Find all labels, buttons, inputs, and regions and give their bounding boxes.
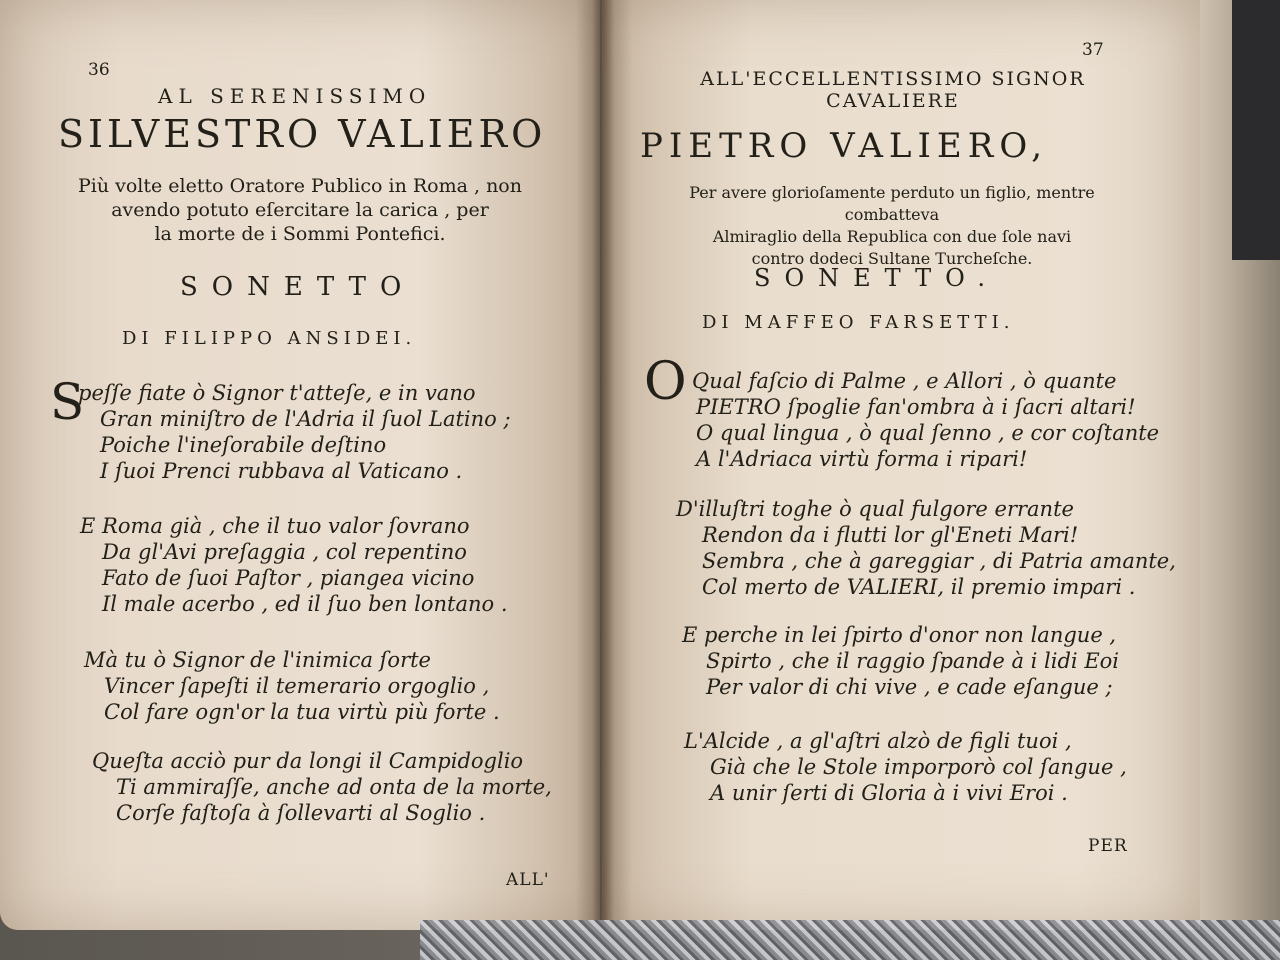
verse-line: A unir ſerti di Gloria à i vivi Eroi . <box>710 781 1068 805</box>
stanza <box>692 368 1159 472</box>
stanza <box>84 647 500 725</box>
dedication-line: ALL'ECCELLENTISSIMO SIGNOR <box>700 68 1086 90</box>
drop-cap: S <box>50 373 85 431</box>
dedication <box>688 68 1098 112</box>
page-number: 37 <box>1082 40 1104 60</box>
catchword: PER <box>1088 836 1128 856</box>
verse-line: Ti ammiraſſe, anche ad onta de la morte, <box>116 775 552 799</box>
dedicatee-name: PIETRO VALIERO, <box>640 126 1049 166</box>
subtitle-line: Almiraglio della Republica con due ſole navi <box>712 227 1072 246</box>
verse-line: Queſta acciò pur da longi il Campidoglio <box>92 749 524 773</box>
verse-line: A l'Adriaca virtù forma i ripari! <box>696 447 1028 471</box>
verse-line: Da gl'Avi preſaggia , col repentino <box>102 540 467 564</box>
verse-line: Spirto , che il raggio ſpande à i lidi Eoi <box>706 649 1120 673</box>
dedication: AL SERENISSIMO <box>158 84 432 108</box>
verse-line: L'Alcide , a gl'aſtri alzò de figli tuoi , <box>684 729 1072 753</box>
catchword: ALL' <box>506 870 550 890</box>
verse-line: I ſuoi Prenci rubbava al Vaticano . <box>100 459 463 483</box>
verse-line: Il male acerbo , ed il ſuo ben lontano . <box>102 592 508 616</box>
stanza <box>80 513 508 617</box>
stanza <box>676 496 1176 600</box>
heading: SONETTO <box>180 272 416 302</box>
verse-line: peſſe fiate ò Signor t'atteſe, e in vano <box>78 381 476 405</box>
author: DI MAFFEO FARSETTI. <box>702 312 1015 333</box>
verse-line: Gran miniſtro de l'Adria il ſuol Latino ; <box>100 407 511 431</box>
subtitle-line: Più volte eletto Oratore Publico in Roma , non <box>78 175 522 197</box>
subtitle <box>60 174 540 246</box>
verse-line: O qual lingua , ò qual ſenno , e cor coſtante <box>696 421 1160 445</box>
dedication-line: CAVALIERE <box>826 90 960 112</box>
subtitle-line: Per avere glorioſamente perduto un figlio, mentre combatteva <box>689 183 1095 224</box>
verse-line: Fato de ſuoi Paſtor , piangea vicino <box>102 566 475 590</box>
background-corner <box>1232 0 1280 260</box>
verse-line: E perche in lei ſpirto d'onor non langue , <box>682 623 1117 647</box>
right-page <box>602 0 1200 930</box>
stanza <box>684 728 1127 806</box>
book-gutter <box>592 0 614 930</box>
verse-line: Vincer ſapeſti il temerario orgoglio , <box>104 674 490 698</box>
verse-line: D'illuſtri toghe ò qual fulgore errante <box>676 497 1074 521</box>
stanza <box>92 748 552 826</box>
verse-line: Sembra , che à gareggiar , di Patria amante, <box>702 549 1176 573</box>
verse-line: Rendon da i flutti lor gl'Eneti Mari! <box>702 523 1079 547</box>
stanza <box>682 622 1119 700</box>
verse-line: Mà tu ò Signor de l'inimica ſorte <box>84 648 431 672</box>
verse-line: PIETRO ſpoglie fan'ombra à i ſacri altari! <box>696 395 1136 419</box>
heading: SONETTO. <box>754 264 999 292</box>
verse-line: Qual faſcio di Palme , e Allori , ò quante <box>692 369 1117 393</box>
page-number: 36 <box>88 60 110 80</box>
dedicatee-name: SILVESTRO VALIERO <box>58 112 547 156</box>
subtitle <box>642 182 1142 270</box>
author: DI FILIPPO ANSIDEI. <box>122 328 417 349</box>
subtitle-line: la morte de i Sommi Pontefici. <box>154 223 446 245</box>
verse-line: Col merto de VALIERI, il premio impari . <box>702 575 1136 599</box>
subtitle-line: avendo potuto eſercitare la carica , per <box>111 199 489 221</box>
drop-cap: O <box>644 352 687 412</box>
verse-line: Corſe faſtoſa à ſollevarti al Soglio . <box>116 801 486 825</box>
subtitle-line: contro dodeci Sultane Turcheſche. <box>751 249 1033 268</box>
cloth-foreground <box>420 920 1280 960</box>
verse-line: Poiche l'ineſorabile deſtino <box>100 433 387 457</box>
verse-line: Per valor di chi vive , e cade eſangue ; <box>706 675 1113 699</box>
verse-line: E Roma già , che il tuo valor ſovrano <box>80 514 470 538</box>
verse-line: Già che le Stole imporporò col ſangue , <box>710 755 1127 779</box>
left-page <box>0 0 600 930</box>
stanza <box>78 380 511 484</box>
verse-line: Col fare ogn'or la tua virtù più forte . <box>104 700 500 724</box>
